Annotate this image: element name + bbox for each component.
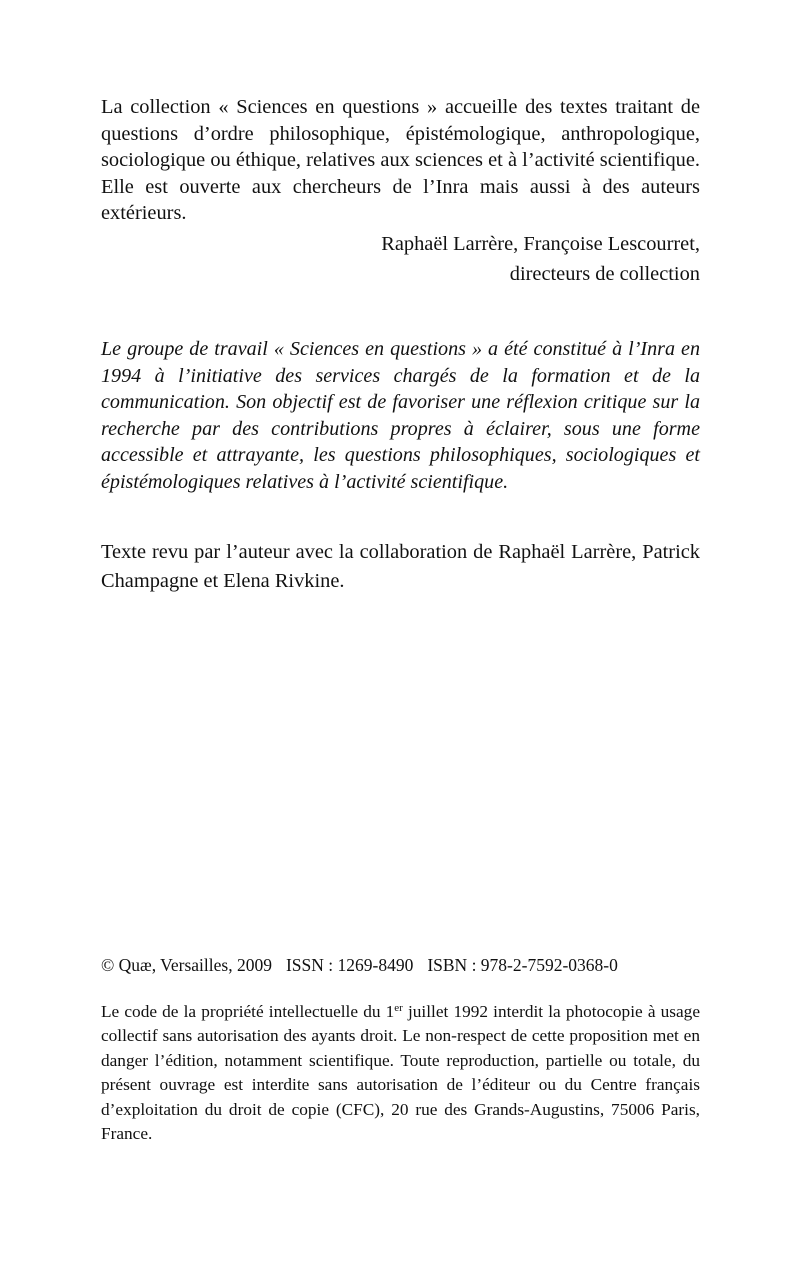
revision-note: Texte revu par l’auteur avec la collaboration de Raphaël Larrère, Patrick Champagne et Elena Rivkine. xyxy=(101,541,700,592)
collection-description: La collection « Sciences en questions » accueille des textes traitant de questions d’ordre philosophique, épistémologique, anthropologique, sociologique ou éthique, relatives aux sciences et à l’activité scientifique. Elle est ouverte aux chercheurs de l’Inra mais aussi à des auteurs extérieurs. xyxy=(101,96,700,225)
legal-notice xyxy=(101,1000,700,1146)
ordinal-superscript: er xyxy=(394,1002,403,1014)
directors-role: directeurs de collection xyxy=(509,263,700,285)
isbn-number: ISBN : 978-2-7592-0368-0 xyxy=(427,955,618,975)
directors-names: Raphaël Larrère, Françoise Lescourret, xyxy=(381,233,700,255)
collection-directors xyxy=(101,229,700,289)
working-group-paragraph: Le groupe de travail « Sciences en questions » a été constitué à l’Inra en 1994 à l’initiative des services chargés de la formation et de la communication. Son objectif est de favoriser une réflexion critique sur la recherche par des contributions propres à éclairer, sous une forme accessible et attrayante, les questions philosophiques, sociologiques et épistémologiques relatives à l’activité scientifique. xyxy=(101,338,700,493)
legal-text-part1: Le code de la propriété intellectuelle du 1 xyxy=(101,1002,395,1021)
copyright-line xyxy=(101,954,700,976)
copyright-publisher: © Quæ, Versailles, 2009 xyxy=(101,955,272,975)
issn-number: ISSN : 1269-8490 xyxy=(285,955,414,975)
legal-text-part2: juillet 1992 interdit la photocopie à usage collectif sans autorisation des ayants droit. Le non-respect de cette proposition met en danger l’édition, notamment scientifique. Toute reproduction, partielle ou totale, du présent ouvrage est interdite sans autorisation de l’éditeur ou du Centre français d’exploitation du droit de copie (CFC), 20 rue des Grands-Augustins, 75006 Paris, France. xyxy=(101,1002,700,1144)
